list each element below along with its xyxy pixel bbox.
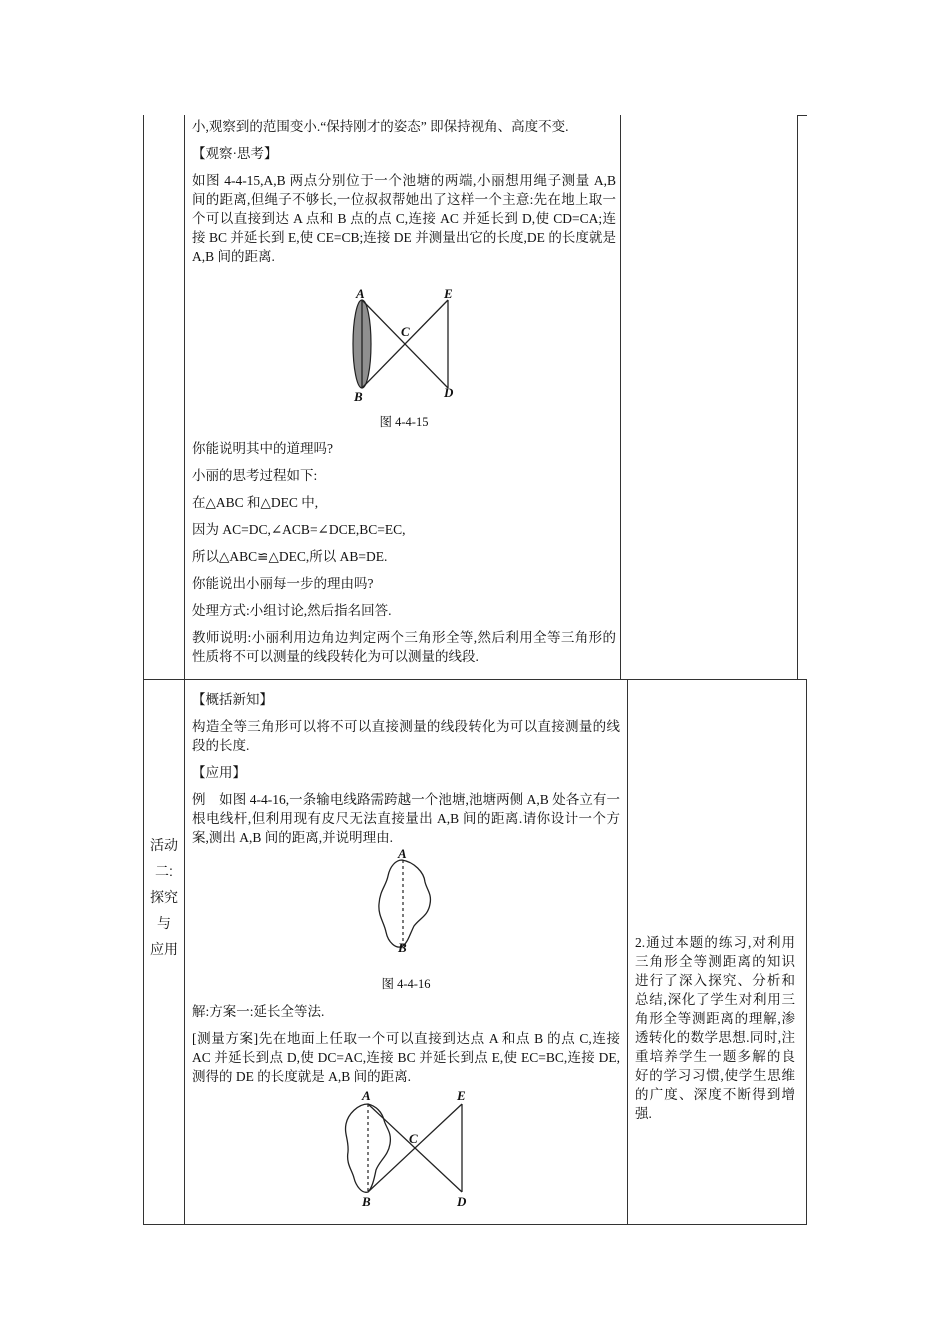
section-heading: 【概括新知】 — [192, 692, 273, 707]
bottom-content-text — [192, 690, 620, 855]
table-border — [143, 679, 144, 1225]
paragraph: 例 如图 4-4-16,一条输电线路需跨越一个池塘,池塘两侧 A,B 处各立有一根电线杆,但利用现有皮尺无法直接量出 A,B 间的距离.请你设计一个方案,测出 A,B 间的距离,并说明理由. — [192, 792, 620, 845]
label-a: A — [398, 846, 407, 861]
paragraph: 你能说明其中的道理吗? — [192, 441, 333, 456]
activity-label-line: 二: — [155, 863, 173, 879]
label-e: E — [444, 286, 453, 301]
paragraph: 你能说出小丽每一步的理由吗? — [192, 576, 374, 591]
paragraph: 解:方案一:延长全等法. — [192, 1004, 325, 1019]
label-e: E — [457, 1088, 466, 1103]
label-c: C — [409, 1131, 418, 1146]
table-border — [143, 1224, 807, 1225]
paragraph: 因为 AC=DC,∠ACB=∠DCE,BC=EC, — [192, 522, 406, 537]
table-border — [143, 679, 807, 680]
section-heading: 【观察·思考】 — [192, 146, 278, 161]
table-border — [797, 115, 807, 116]
label-d: D — [457, 1194, 467, 1209]
table-border — [797, 115, 798, 680]
label-a: A — [356, 286, 365, 301]
label-b: B — [398, 940, 407, 954]
pond-shape — [379, 860, 431, 947]
section-heading: 【应用】 — [192, 765, 246, 780]
activity-label-line: 与 — [157, 915, 171, 931]
table-border — [143, 115, 144, 680]
figure-4-4-16 — [370, 846, 440, 954]
paragraph: 所以△ABC≌△DEC,所以 AB=DE. — [192, 549, 388, 564]
paragraph: [测量方案]先在地面上任取一个可以直接到达点 A 和点 B 的点 C,连接 AC 并延长到点 D,使 DC=AC,连接 BC 并延长到点 E,使 EC=BC,连接 DE,测得的 DE 的长度就是 A,B 间的距离. — [192, 1031, 620, 1084]
paragraph: 在△ABC 和△DEC 中, — [192, 495, 319, 510]
label-d: D — [444, 385, 454, 400]
paragraph: 处理方式:小组讨论,然后指名回答. — [192, 603, 392, 618]
figure-extended-congruence — [340, 1088, 480, 1213]
paragraph: 小,观察到的范围变小.“保持刚才的姿态” 即保持视角、高度不变. — [192, 119, 569, 134]
activity-label-line: 活动 — [150, 837, 178, 853]
paragraph: 教师说明:小丽利用边角边判定两个三角形全等,然后利用全等三角形的性质将不可以测量的线段转化为可以测量的线段. — [192, 630, 616, 664]
table-border — [806, 679, 807, 1225]
table-border — [184, 115, 185, 1225]
label-b: B — [362, 1194, 371, 1209]
label-c: C — [401, 324, 410, 339]
label-a: A — [362, 1088, 371, 1103]
bottom-content-text-2 — [192, 1002, 620, 1094]
top-content-text-2 — [192, 439, 616, 674]
figure-caption: 图 4-4-16 — [381, 977, 431, 991]
activity-label-line: 应用 — [150, 941, 178, 957]
paragraph: 如图 4-4-15,A,B 两点分别位于一个池塘的两端,小丽想用绳子测量 A,B 间的距离,但绳子不够长,一位叔叔帮她出了这样一个主意:先在地上取一个可以直接到达 A 点和 B 点的点 C,连接 AC 并延长到 D,使 CD=CA;连接 BC 并延长到 E,使 CE=CB;连接 DE 并测量出它的长度,DE 的长度就是 A,B 间的距离. — [192, 173, 616, 264]
top-content-text — [192, 117, 616, 274]
table-border — [620, 115, 621, 680]
paragraph: 构造全等三角形可以将不可以直接测量的线段转化为可以直接测量的线段的长度. — [192, 719, 620, 753]
figure-caption: 图 4-4-15 — [379, 415, 429, 429]
label-b: B — [354, 389, 363, 404]
figure-4-4-15 — [340, 285, 470, 405]
activity-label — [146, 832, 182, 962]
design-intent-note: 2.通过本题的练习,对利用三角形全等测距离的知识进行了深入探究、分析和总结,深化了学生对利用三角形全等测距离的理解,渗透转化的数学思想.同时,注重培养学生一题多解的良好的学习习惯,使学生思维的广度、深度不断得到增强. — [635, 935, 795, 1121]
activity-label-line: 探究 — [150, 889, 178, 905]
paragraph: 小丽的思考过程如下: — [192, 468, 318, 483]
table-border — [627, 679, 628, 1225]
